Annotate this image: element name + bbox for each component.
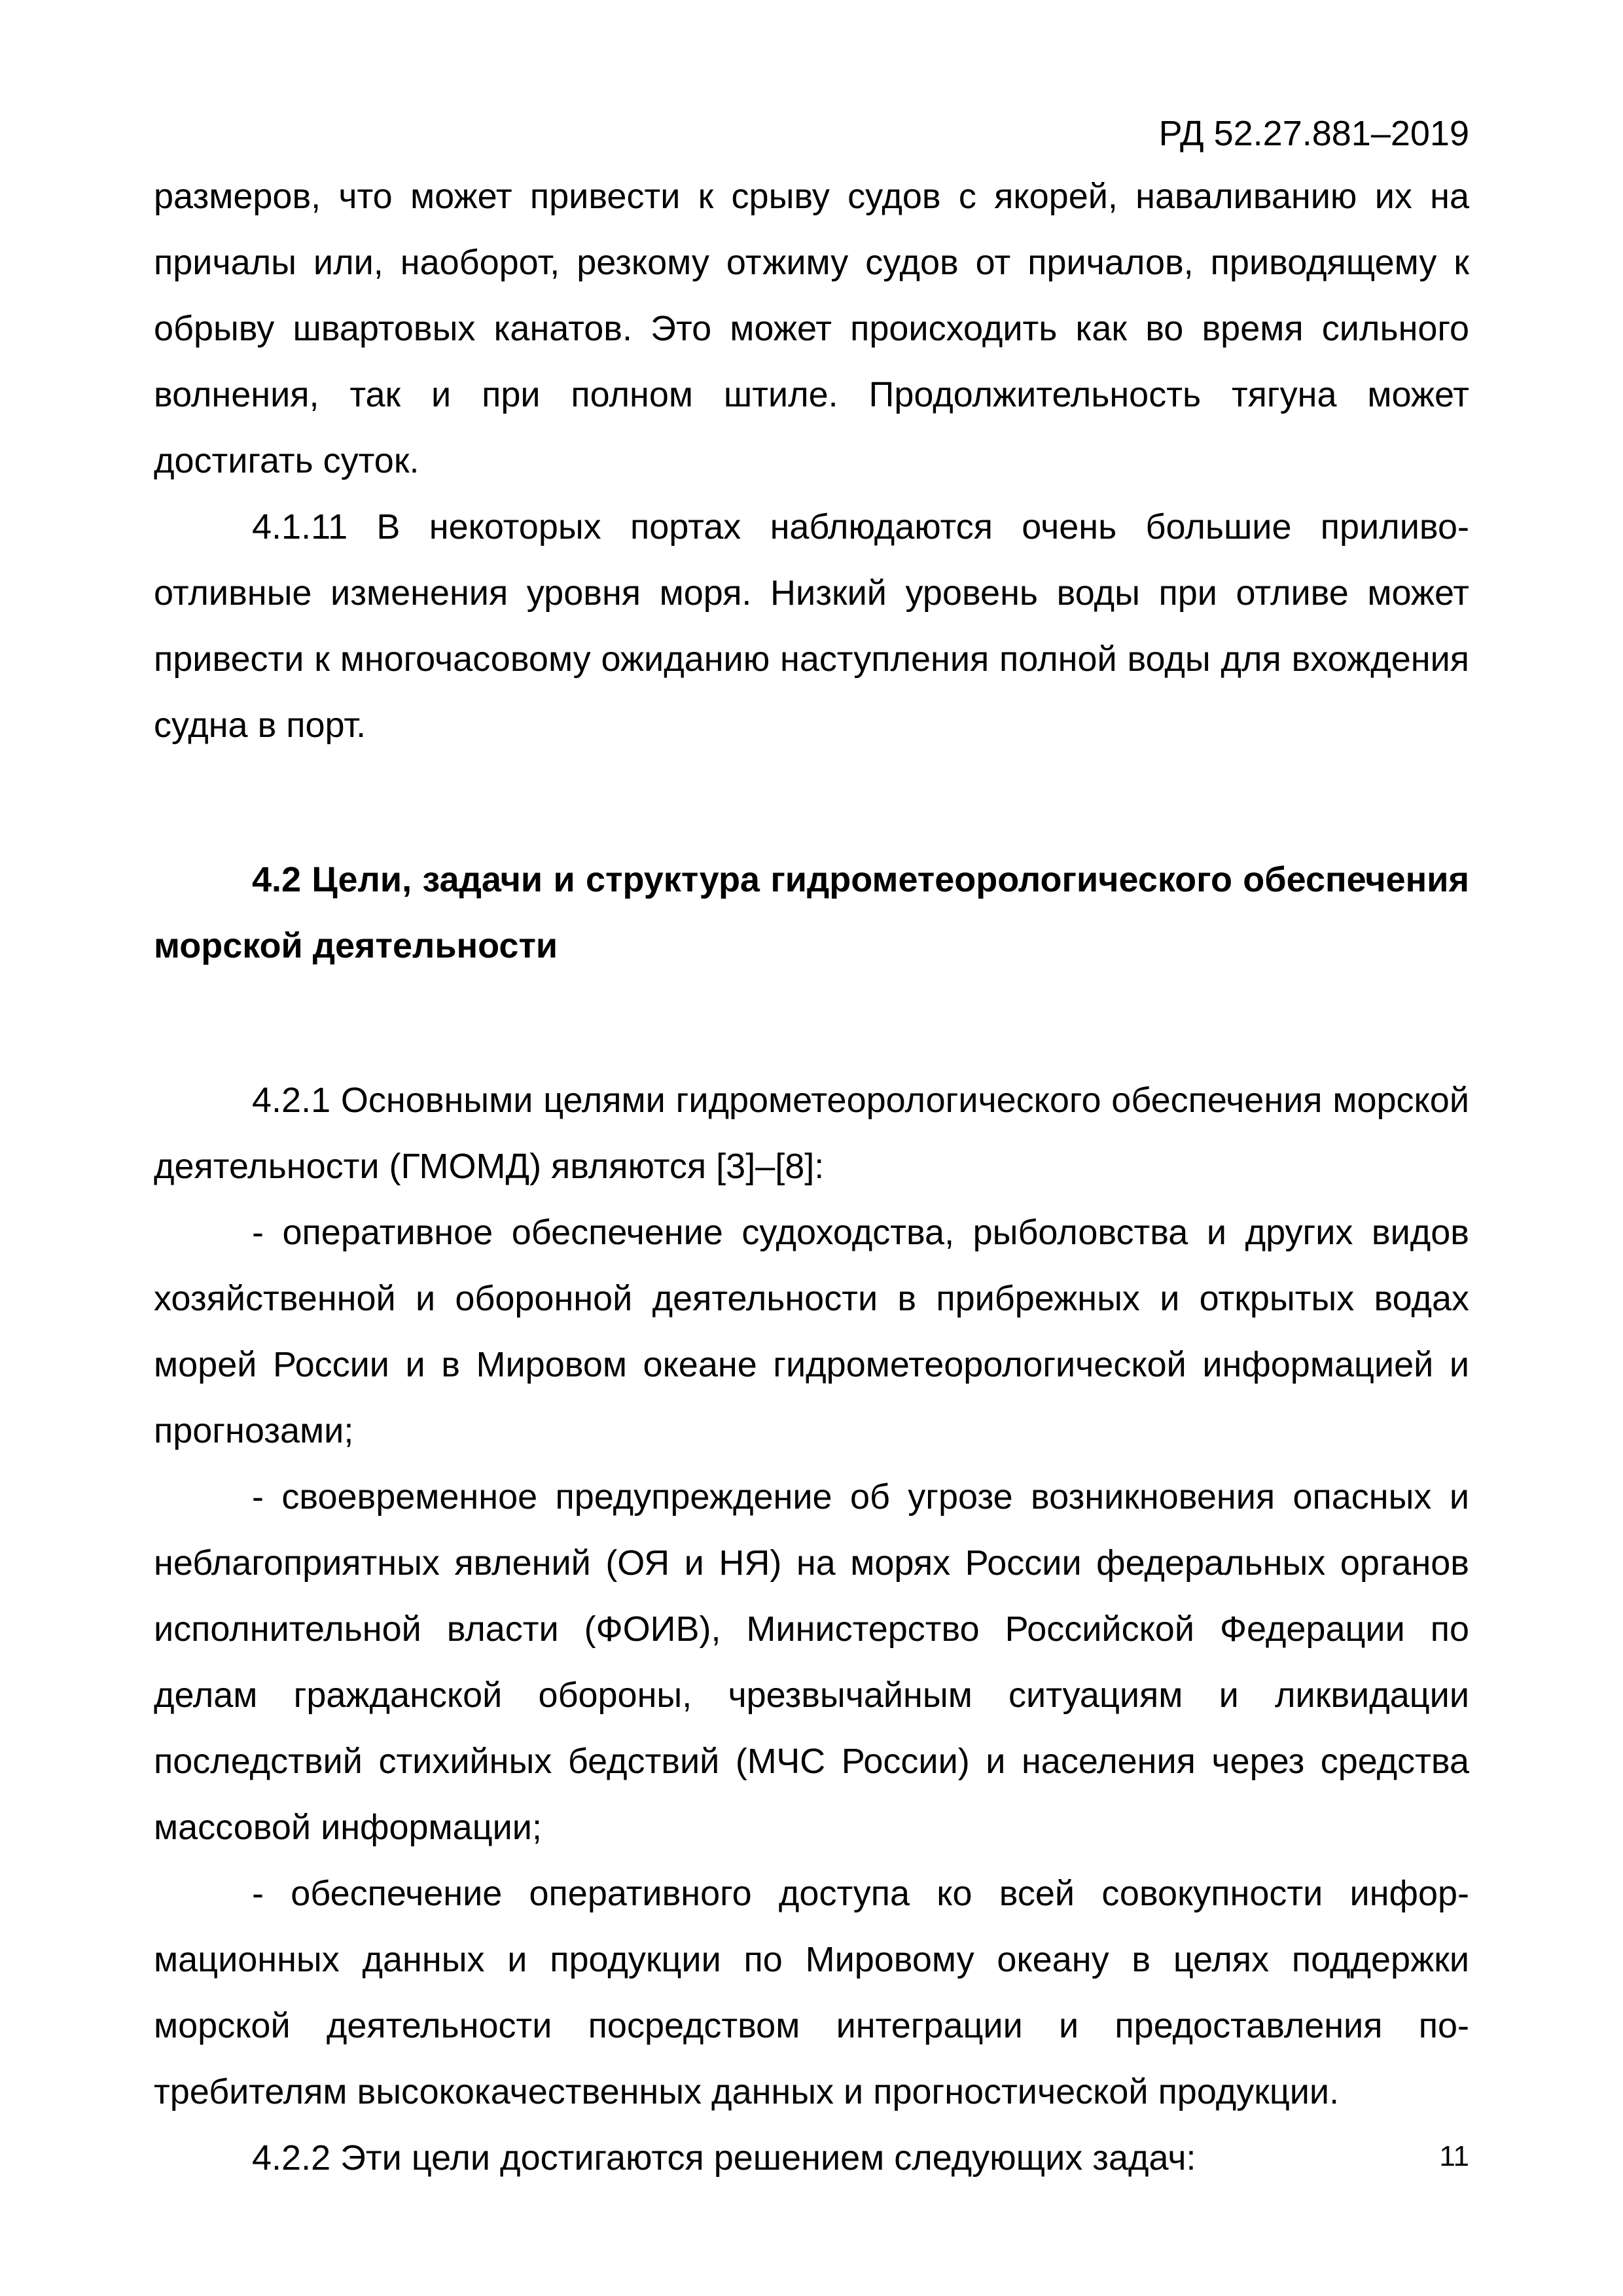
list-item-goal-1: - оперативное обеспечение судоходства, рыболовства и других видов хозяйственной и оборонной деятельности в прибрежных и открытых водах морей России и в Мировом океане гидрометеорологической информацией и прогнозами; — [154, 1213, 1469, 1450]
page-content — [154, 164, 1469, 2191]
paragraph-4-1-11: 4.1.11 В некоторых портах наблюдаются очень большие приливоотливные изменения уровня моря. Низкий уровень воды при отливе может привести к многочасовому ожиданию наступления полной воды для вхождения судна в порт. — [154, 507, 1469, 745]
paragraph-4-2-2: 4.2.2 Эти цели достигаются решением следующих задач: — [252, 2138, 1196, 2178]
list-item-goal-3: - обеспечение оперативного доступа ко всей совокупности информационных данных и продукции по Мировому океану в целях поддержки морской деятельности посредством интеграции и предоставления потребителям высококачественных данных и прогностической продукции. — [154, 1874, 1469, 2111]
list-item-goal-2: - своевременное предупреждение об угрозе возникновения опасных и неблагоприятных явлений (ОЯ и НЯ) на морях России федеральных органов исполнительной власти (ФОИВ), Министерство Российской Федерации по делам гражданской обороны, чрезвычайным ситуациям и ликвидации последствий стихийных бедствий (МЧС России) и населения через средства массовой информации; — [154, 1477, 1469, 1847]
spacer — [154, 979, 1469, 1067]
spacer — [154, 759, 1469, 847]
paragraph-continued: размеров, что может привести к срыву судов с якорей, наваливанию их на причалы или, наоборот, резкому отжиму судов от причалов, приводящему к обрыву швартовых канатов. Это может происходить как во время сильного волнения, так и при полном штиле. Продолжительность тягуна может достигать суток. — [154, 177, 1469, 480]
page-number: 11 — [1439, 2140, 1469, 2172]
section-heading-4-2: 4.2 Цели, задачи и структура гидрометеорологического обеспечения морской деятельности — [154, 860, 1469, 965]
document-code-header: РД 52.27.881–2019 — [1158, 114, 1469, 153]
paragraph-4-2-1: 4.2.1 Основными целями гидрометеорологического обеспечения морской деятельности (ГМОМД) являются [3]–[8]: — [154, 1081, 1469, 1186]
